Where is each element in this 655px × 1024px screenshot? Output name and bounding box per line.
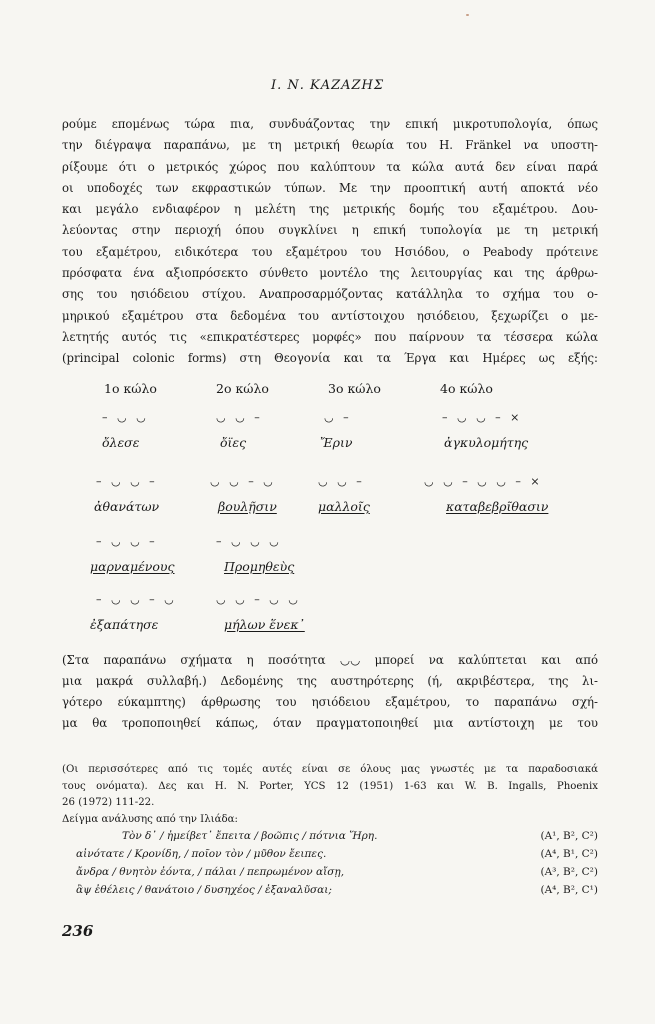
meter-pattern: ◡ – xyxy=(324,411,352,424)
example-word: ἀθανάτων xyxy=(94,499,160,514)
body-line: και μεγάλο ενδιαφέρον η μελέτη της μετρικής δομής του εξαμέτρου. Δου- xyxy=(62,202,598,217)
meter-pattern: – ◡ ◡ ◡ xyxy=(216,535,282,548)
meter-pattern: ◡ ◡ – xyxy=(216,411,263,424)
iliad-sample xyxy=(62,830,598,902)
meter-pattern: ◡ ◡ – xyxy=(318,475,365,488)
example-word: ὄϊες xyxy=(220,435,247,450)
sample-code: (A⁴, B², C¹) xyxy=(540,884,598,896)
body-line: μια μακρά συλλαβή.) Δεδομένης της αυστηρότερης (ή, ακριβέστερα, της λι- xyxy=(62,674,598,688)
meter-pattern: – ◡ ◡ – ◡ xyxy=(96,593,177,606)
following-paragraph xyxy=(62,650,598,734)
footnote-line: Δείγμα ανάλυσης από την Ιλιάδα: xyxy=(62,813,238,825)
body-line: λεύοντας στην περιοχή όπου συγκλίνει η επική τυπολογία με τη μετρική xyxy=(62,223,598,238)
column-heading: 3ο κώλο xyxy=(328,381,381,396)
meter-pattern: ◡ ◡ – ◡ xyxy=(210,475,276,488)
body-line: μα θα τροποποιηθεί κάπως, όταν πραγματοποιηθεί μια αντίστοιχη με του xyxy=(62,716,598,730)
column-heading: 1ο κώλο xyxy=(104,381,157,396)
example-word: ὄλεσε xyxy=(102,435,140,450)
body-line: ρούμε επομένως τώρα πια, συνδυάζοντας την επική μικροτυπολογία, όπως xyxy=(62,117,598,131)
sample-verse: Τὸν δ᾽ / ἠμείβετ᾽ ἔπειτα / βοῶπις / πότνια Ἥρη. xyxy=(122,830,378,842)
example-word-underlined: καταβεβρῖθασιν xyxy=(446,499,549,514)
body-line: γότερο εύκαμπτης) άρθρωσης του ησιόδειου εξαμέτρου, το παραπάνω σχή- xyxy=(62,695,598,709)
meter-pattern: – ◡ ◡ – xyxy=(96,535,158,548)
sample-verse: ἄνδρα / θνητὸν ἐόντα, / πάλαι / πεπρωμένον αἴσῃ, xyxy=(76,866,345,878)
example-word: ἀγκυλομήτης xyxy=(444,435,529,450)
page-number: 236 xyxy=(62,922,94,940)
sample-verse: ἂψ ἐθέλεις / θανάτοιο / δυσηχέος / ἐξαναλῦσαι; xyxy=(76,884,332,896)
body-line: του εξαμέτρου, ειδικότερα του εξαμέτρου του Ησιόδου, ο Peabody πρότεινε xyxy=(62,244,598,259)
example-word-underlined: μαρναμένους xyxy=(90,559,175,574)
example-word-underlined: μήλων ἕνεκ᾽ xyxy=(224,617,305,632)
body-line: ρίξουμε ότι ο μετρικός χώρος που καλύπτουν τα κώλα αυτά δεν είναι παρά xyxy=(62,159,598,174)
paper-speck xyxy=(466,14,469,16)
column-heading: 4ο κώλο xyxy=(440,381,493,396)
meter-pattern: ◡ ◡ – ◡ ◡ – × xyxy=(424,475,543,488)
body-line: μηρικού εξαμέτρου στα δεδομένα του αντίστοιχου ησιόδειου, ξεχωρίζει ο με- xyxy=(62,308,598,323)
sample-code: (A⁴, B¹, C²) xyxy=(540,848,598,860)
footnote-block xyxy=(62,762,598,828)
main-paragraph xyxy=(62,114,598,370)
body-line: (Στα παραπάνω σχήματα η ποσότητα ◡◡ μπορεί να καλύπτεται και από xyxy=(62,653,598,667)
meter-pattern: – ◡ ◡ – xyxy=(96,475,158,488)
body-line: την διέγραψα παραπάνω, με τη μετρική θεωρία του H. Fränkel να υποστη- xyxy=(62,138,598,153)
meter-pattern: – ◡ ◡ xyxy=(102,411,149,424)
meter-pattern: ◡ ◡ – ◡ ◡ xyxy=(216,593,301,606)
footnote-line: (Οι περισσότερες από τις τομές αυτές είναι σε όλους μας γνωστές με τα παραδοσιακά xyxy=(62,764,598,775)
sample-verse: αἰνότατε / Κρονίδη, / ποῖον τὸν / μῦθον ἔειπες. xyxy=(76,848,327,860)
body-line: σης του ησιόδειου στίχου. Αναπροσαρμόζοντας κατάλληλα το σχήμα του ο- xyxy=(62,287,598,302)
sample-code: (A¹, B², C²) xyxy=(540,830,598,842)
example-word-underlined: μαλλοῖς xyxy=(318,499,370,514)
example-word: ἐξαπάτησε xyxy=(90,617,159,632)
example-word-underlined: Προμηθεὺς xyxy=(224,559,295,574)
body-line: λετητής αυτός τις «επικρατέστερες μορφές» που παίρνουν τα τέσσερα κώλα xyxy=(62,329,598,344)
column-heading: 2ο κώλο xyxy=(216,381,269,396)
example-word-underlined: βουλῇσιν xyxy=(218,499,277,514)
example-word: Ἔριν xyxy=(320,435,353,450)
body-line: οι υποδοχές των εκφραστικών τύπων. Με την προοπτική αυτή αποκτά νέο xyxy=(62,180,598,195)
body-line: πρόσφατα ένα αξιοπρόσεκτο σύνθετο μοντέλο της λειτουργίας και της άρθρω- xyxy=(62,266,598,281)
running-head: Ι. Ν. ΚΑΖΑΖΗΣ xyxy=(270,78,385,93)
body-line: (principal colonic forms) στη Θεογονία και τα Έργα και Ημέρες ως εξής: xyxy=(62,351,598,366)
footnote-line: 26 (1972) 111-22. xyxy=(62,797,155,809)
footnote-line: τους ονόματα). Δες και H. N. Porter, YCS 12 (1951) 1-63 και W. B. Ingalls, Phoenix xyxy=(62,780,598,792)
sample-code: (A³, B², C²) xyxy=(540,866,598,878)
meter-pattern: – ◡ ◡ – × xyxy=(442,411,523,424)
